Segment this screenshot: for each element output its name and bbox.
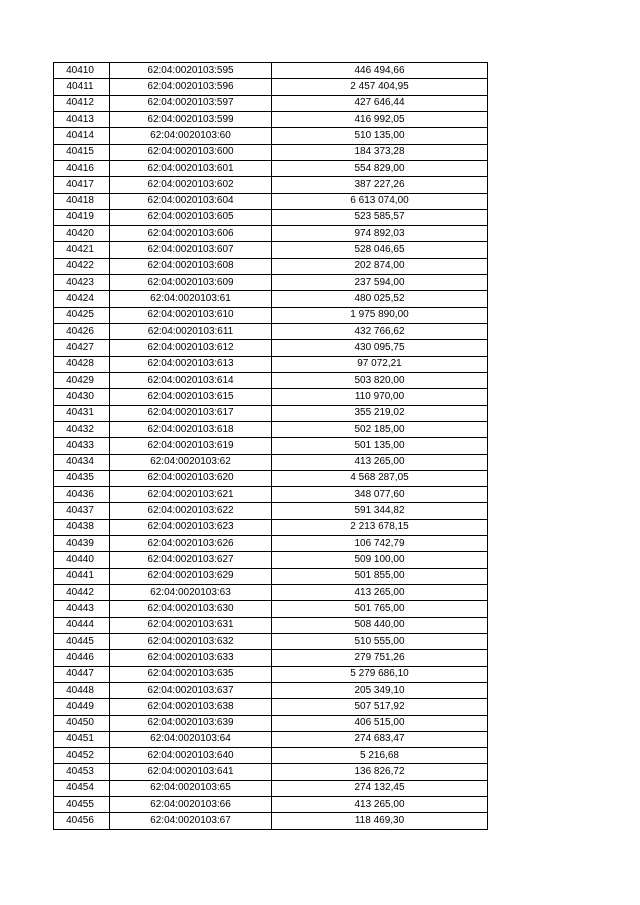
cadastral-value-cell: 503 820,00 [272,372,488,388]
table-row [54,503,488,519]
cadastral-value-cell: 348 077,60 [272,487,488,503]
table-row [54,764,488,780]
cadastral-value-cell: 5 216,68 [272,748,488,764]
cadastral-value-cell: 6 613 074,00 [272,193,488,209]
row-number-cell: 40419 [54,209,110,225]
cadastral-value-cell: 502 185,00 [272,421,488,437]
cadastral-number-cell: 62:04:0020103:62 [110,454,272,470]
row-number-cell: 40413 [54,111,110,127]
table-row [54,470,488,486]
row-number-cell: 40430 [54,389,110,405]
table-row [54,63,488,79]
cadastral-value-cell: 136 826,72 [272,764,488,780]
cadastral-number-cell: 62:04:0020103:608 [110,258,272,274]
table-row [54,372,488,388]
cadastral-value-cell: 501 855,00 [272,568,488,584]
cadastral-value-cell: 274 683,47 [272,731,488,747]
row-number-cell: 40454 [54,780,110,796]
table-row [54,209,488,225]
row-number-cell: 40415 [54,144,110,160]
table-row [54,389,488,405]
cadastral-number-cell: 62:04:0020103:60 [110,128,272,144]
row-number-cell: 40410 [54,63,110,79]
cadastral-value-cell: 432 766,62 [272,324,488,340]
cadastral-number-cell: 62:04:0020103:610 [110,307,272,323]
cadastral-value-cell: 106 742,79 [272,536,488,552]
table-row [54,568,488,584]
cadastral-number-cell: 62:04:0020103:604 [110,193,272,209]
row-number-cell: 40455 [54,797,110,813]
cadastral-number-cell: 62:04:0020103:633 [110,650,272,666]
row-number-cell: 40411 [54,79,110,95]
cadastral-number-cell: 62:04:0020103:614 [110,372,272,388]
row-number-cell: 40422 [54,258,110,274]
row-number-cell: 40414 [54,128,110,144]
cadastral-value-cell: 413 265,00 [272,585,488,601]
row-number-cell: 40429 [54,372,110,388]
table-row [54,160,488,176]
cadastral-value-cell: 509 100,00 [272,552,488,568]
cadastral-value-cell: 430 095,75 [272,340,488,356]
cadastral-number-cell: 62:04:0020103:64 [110,731,272,747]
cadastral-number-cell: 62:04:0020103:63 [110,585,272,601]
row-number-cell: 40441 [54,568,110,584]
cadastral-number-cell: 62:04:0020103:622 [110,503,272,519]
cadastral-value-cell: 387 227,26 [272,177,488,193]
cadastral-number-cell: 62:04:0020103:631 [110,617,272,633]
row-number-cell: 40452 [54,748,110,764]
cadastral-value-cell: 974 892,03 [272,226,488,242]
cadastral-value-cell: 118 469,30 [272,813,488,829]
table-row [54,682,488,698]
row-number-cell: 40439 [54,536,110,552]
table-row [54,585,488,601]
cadastral-number-cell: 62:04:0020103:638 [110,699,272,715]
cadastral-number-cell: 62:04:0020103:637 [110,682,272,698]
cadastral-number-cell: 62:04:0020103:61 [110,291,272,307]
table-body [54,63,488,830]
table-row [54,144,488,160]
cadastral-number-cell: 62:04:0020103:66 [110,797,272,813]
cadastral-value-cell: 508 440,00 [272,617,488,633]
cadastral-number-cell: 62:04:0020103:607 [110,242,272,258]
row-number-cell: 40449 [54,699,110,715]
cadastral-number-cell: 62:04:0020103:605 [110,209,272,225]
table-row [54,193,488,209]
table-row [54,324,488,340]
table-row [54,552,488,568]
table-row [54,405,488,421]
table-row [54,715,488,731]
row-number-cell: 40438 [54,519,110,535]
cadastral-value-cell: 279 751,26 [272,650,488,666]
cadastral-number-cell: 62:04:0020103:602 [110,177,272,193]
cadastral-number-cell: 62:04:0020103:629 [110,568,272,584]
table-row [54,797,488,813]
table-row [54,177,488,193]
cadastral-number-cell: 62:04:0020103:596 [110,79,272,95]
row-number-cell: 40417 [54,177,110,193]
table-row [54,487,488,503]
cadastral-number-cell: 62:04:0020103:606 [110,226,272,242]
cadastral-value-cell: 554 829,00 [272,160,488,176]
row-number-cell: 40432 [54,421,110,437]
table-row [54,699,488,715]
table-row [54,111,488,127]
table-row [54,748,488,764]
row-number-cell: 40420 [54,226,110,242]
row-number-cell: 40453 [54,764,110,780]
table-row [54,536,488,552]
cadastral-number-cell: 62:04:0020103:599 [110,111,272,127]
row-number-cell: 40448 [54,682,110,698]
row-number-cell: 40416 [54,160,110,176]
cadastral-number-cell: 62:04:0020103:601 [110,160,272,176]
row-number-cell: 40421 [54,242,110,258]
cadastral-number-cell: 62:04:0020103:621 [110,487,272,503]
cadastral-value-cell: 4 568 287,05 [272,470,488,486]
row-number-cell: 40423 [54,275,110,291]
cadastral-value-cell: 501 765,00 [272,601,488,617]
row-number-cell: 40428 [54,356,110,372]
table-row [54,226,488,242]
row-number-cell: 40436 [54,487,110,503]
row-number-cell: 40434 [54,454,110,470]
cadastral-number-cell: 62:04:0020103:600 [110,144,272,160]
row-number-cell: 40435 [54,470,110,486]
cadastral-number-cell: 62:04:0020103:620 [110,470,272,486]
cadastral-number-cell: 62:04:0020103:627 [110,552,272,568]
table-row [54,650,488,666]
cadastral-value-cell: 413 265,00 [272,797,488,813]
row-number-cell: 40427 [54,340,110,356]
cadastral-number-cell: 62:04:0020103:595 [110,63,272,79]
row-number-cell: 40446 [54,650,110,666]
cadastral-number-cell: 62:04:0020103:618 [110,421,272,437]
cadastral-value-cell: 510 555,00 [272,633,488,649]
cadastral-number-cell: 62:04:0020103:639 [110,715,272,731]
cadastral-value-cell: 406 515,00 [272,715,488,731]
cadastral-value-table [53,62,488,830]
cadastral-number-cell: 62:04:0020103:617 [110,405,272,421]
cadastral-value-cell: 2 213 678,15 [272,519,488,535]
table-row [54,454,488,470]
table-row [54,813,488,829]
cadastral-number-cell: 62:04:0020103:640 [110,748,272,764]
cadastral-value-cell: 97 072,21 [272,356,488,372]
table-row [54,242,488,258]
cadastral-number-cell: 62:04:0020103:67 [110,813,272,829]
row-number-cell: 40451 [54,731,110,747]
table-row [54,340,488,356]
cadastral-value-cell: 523 585,57 [272,209,488,225]
row-number-cell: 40444 [54,617,110,633]
cadastral-value-cell: 2 457 404,95 [272,79,488,95]
cadastral-value-cell: 416 992,05 [272,111,488,127]
cadastral-value-cell: 355 219,02 [272,405,488,421]
cadastral-number-cell: 62:04:0020103:630 [110,601,272,617]
table-row [54,421,488,437]
row-number-cell: 40412 [54,95,110,111]
row-number-cell: 40456 [54,813,110,829]
cadastral-number-cell: 62:04:0020103:641 [110,764,272,780]
cadastral-value-cell: 110 970,00 [272,389,488,405]
table-row [54,438,488,454]
table-row [54,601,488,617]
row-number-cell: 40426 [54,324,110,340]
cadastral-value-cell: 1 975 890,00 [272,307,488,323]
cadastral-value-cell: 202 874,00 [272,258,488,274]
cadastral-number-cell: 62:04:0020103:619 [110,438,272,454]
table-row [54,617,488,633]
row-number-cell: 40431 [54,405,110,421]
cadastral-value-cell: 528 046,65 [272,242,488,258]
cadastral-number-cell: 62:04:0020103:615 [110,389,272,405]
table-row [54,666,488,682]
cadastral-number-cell: 62:04:0020103:65 [110,780,272,796]
cadastral-number-cell: 62:04:0020103:623 [110,519,272,535]
cadastral-number-cell: 62:04:0020103:626 [110,536,272,552]
row-number-cell: 40442 [54,585,110,601]
cadastral-value-cell: 480 025,52 [272,291,488,307]
table-row [54,780,488,796]
row-number-cell: 40440 [54,552,110,568]
table-row [54,731,488,747]
row-number-cell: 40418 [54,193,110,209]
table-row [54,79,488,95]
cadastral-number-cell: 62:04:0020103:635 [110,666,272,682]
cadastral-value-cell: 501 135,00 [272,438,488,454]
cadastral-number-cell: 62:04:0020103:612 [110,340,272,356]
cadastral-number-cell: 62:04:0020103:597 [110,95,272,111]
cadastral-value-cell: 427 646,44 [272,95,488,111]
cadastral-value-cell: 507 517,92 [272,699,488,715]
cadastral-value-cell: 510 135,00 [272,128,488,144]
row-number-cell: 40425 [54,307,110,323]
cadastral-value-cell: 205 349,10 [272,682,488,698]
row-number-cell: 40424 [54,291,110,307]
table-row [54,291,488,307]
row-number-cell: 40433 [54,438,110,454]
row-number-cell: 40443 [54,601,110,617]
cadastral-value-cell: 237 594,00 [272,275,488,291]
table-row [54,519,488,535]
row-number-cell: 40450 [54,715,110,731]
table-row [54,356,488,372]
cadastral-number-cell: 62:04:0020103:613 [110,356,272,372]
row-number-cell: 40437 [54,503,110,519]
table-row [54,258,488,274]
cadastral-number-cell: 62:04:0020103:611 [110,324,272,340]
cadastral-value-cell: 591 344,82 [272,503,488,519]
table-row [54,128,488,144]
table-row [54,633,488,649]
cadastral-value-cell: 184 373,28 [272,144,488,160]
cadastral-value-cell: 446 494,66 [272,63,488,79]
table-row [54,95,488,111]
cadastral-number-cell: 62:04:0020103:609 [110,275,272,291]
cadastral-value-cell: 274 132,45 [272,780,488,796]
cadastral-value-cell: 413 265,00 [272,454,488,470]
cadastral-value-cell: 5 279 686,10 [272,666,488,682]
row-number-cell: 40447 [54,666,110,682]
table-row [54,307,488,323]
row-number-cell: 40445 [54,633,110,649]
cadastral-number-cell: 62:04:0020103:632 [110,633,272,649]
table-row [54,275,488,291]
